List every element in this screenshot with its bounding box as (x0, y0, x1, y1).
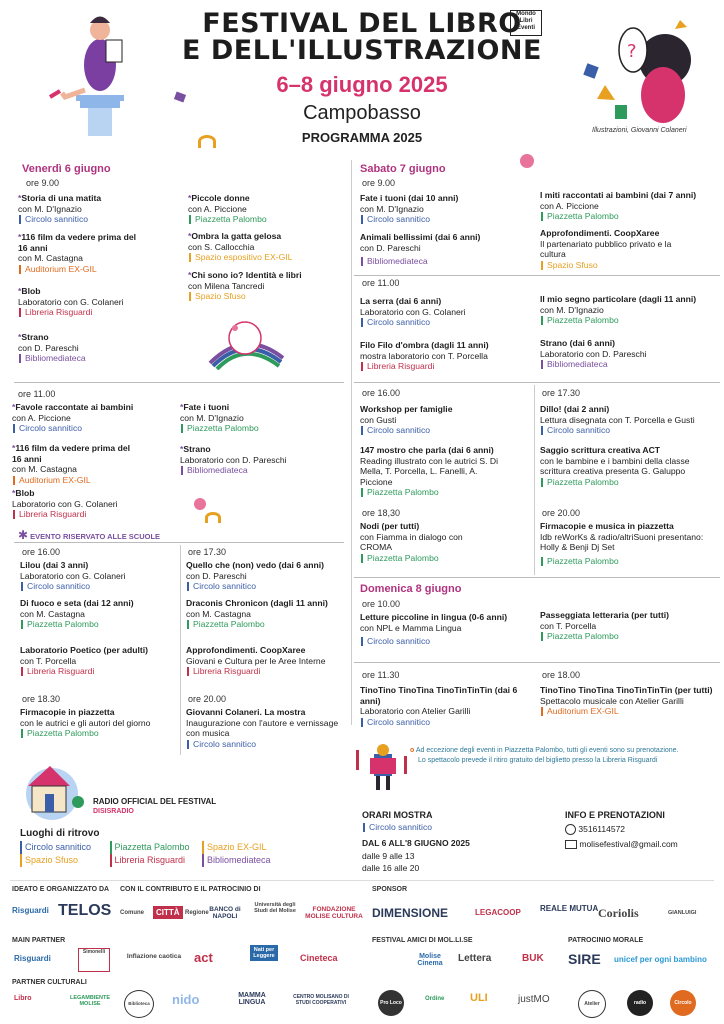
logo-sire: SIRE (568, 951, 601, 967)
logo-atelier: Atelier (578, 990, 606, 1018)
house-illustration (12, 758, 92, 820)
saturday-heading: Sabato 7 giugno (360, 163, 446, 175)
logo-justmo: justMO (518, 994, 550, 1005)
saturday-time-1730: ore 17.30 (542, 388, 581, 398)
event-firmacopie-musica: Firmacopie e musica in piazzetta Idb reWorKs & radio/altriSuoni presentano: Holly & Benji Dj Set Piazzetta Palombo (540, 521, 704, 566)
mail-icon (565, 840, 577, 849)
illustration-credit: Illustrazioni, Giovanni Colaneri (592, 127, 687, 134)
radio-label: RADIO OFFICIAL DEL FESTIVAL (93, 797, 217, 806)
cultural-label: PARTNER CULTURALI (12, 979, 87, 986)
divider (354, 662, 720, 663)
event-letture-piccoline: Letture piccoline in lingua (0-6 anni) con NPL e Mamma Lingua Circolo sannitico (360, 612, 540, 646)
sunday-heading: Domenica 8 giugno (360, 583, 462, 595)
friday-time-900: ore 9.00 (26, 178, 60, 188)
column-divider (351, 160, 352, 725)
friday-time-1830: ore 18.30 (22, 694, 61, 704)
logo-badge: Mondo Libri Eventi (510, 10, 542, 36)
event-lilou: Lilou (dai 3 anni) Laboratorio con G. Colaneri Circolo sannitico (20, 560, 180, 591)
logo-risguardi: Risguardi (12, 906, 49, 915)
school-star-icon: * (12, 443, 16, 453)
logo-coriolis: Coriolis (598, 906, 639, 920)
event-chi-sono-io: *Chi sono io? Identità e libri con Milena Tancredi Spazio Sfuso (188, 270, 348, 301)
event-firmacopie: Firmacopie in piazzetta con le autrici e gli autori del giorno Piazzetta Palombo (20, 707, 185, 738)
event-ombra-gatta: *Ombra la gatta gelosa con S. Callocchia Spazio espositivo EX-GIL (188, 231, 348, 262)
logo-centro-molisano: CENTRO MOLISANO DI STUDI COOPERATIVI (293, 994, 349, 1006)
thinker-illustration (575, 15, 705, 130)
friday-time-1600: ore 16.00 (22, 547, 61, 557)
luoghi-list: Circolo sannitico Piazzetta Palombo Spazio EX-GIL Spazio Sfuso Libreria Risguardi Bibliomediateca (20, 841, 350, 867)
logo-banco-napoli: BANCO di NAPOLI (209, 906, 241, 920)
event-blob-2: *Blob Laboratorio con G. Colaneri Libreria Risguardi (12, 488, 172, 519)
logo-legambiente: LEGAMBIENTE MOLISE (69, 995, 111, 1007)
friday-time-2000: ore 20.00 (188, 694, 227, 704)
divider (354, 382, 720, 383)
event-tinotino-tutti: TinoTino TinoTina TinoTinTinTin (per tutti) Spettacolo musicale con Atelier Garilli Auditorium EX-GIL (540, 685, 720, 716)
school-star-icon: * (18, 332, 22, 342)
saturday-time-2000: ore 20.00 (542, 508, 581, 518)
divider (14, 382, 344, 383)
sponsor-label: SPONSOR (372, 886, 408, 893)
logo-comune: Comune (120, 910, 144, 916)
divider (534, 385, 535, 575)
divider (354, 275, 720, 276)
schools-note: ✱ EVENTO RISERVATO ALLE SCUOLE (18, 528, 161, 542)
logo-act: act (194, 950, 213, 965)
logo-radio: radio (627, 990, 653, 1016)
school-star-icon: * (18, 193, 22, 203)
orari-h1: dalle 9 alle 13 (362, 851, 415, 861)
event-filo-ombra: Filo Filo d'ombra (dagli 11 anni) mostra laboratorio con T. Porcella Libreria Risguardi (360, 340, 535, 371)
luoghi-title: Luoghi di ritrovo (20, 828, 100, 839)
main-partner-label: MAIN PARTNER (12, 937, 66, 944)
event-favole: *Favole raccontate ai bambini con A. Piccione Circolo sannitico (12, 402, 172, 433)
info-email[interactable]: molisefestival@gmail.com (565, 839, 678, 849)
event-draconis: Draconis Chronicon (dagli 11 anni) con M. Castagna Piazzetta Palombo (186, 598, 346, 629)
school-star-icon: * (12, 402, 16, 412)
event-tinotino-6: TinoTino TinoTina TinoTinTinTin (dai 6 anni) Laboratorio con Atelier Garilli Circolo sannitico (360, 685, 535, 727)
reader-illustration (40, 5, 150, 140)
programma-title: PROGRAMMA 2025 (301, 130, 423, 145)
festival-title: FESTIVAL DEL LIBRO E DELL'ILLUSTRAZIONE (182, 8, 542, 66)
event-miti-raccontati: I miti raccontati ai bambini (dai 7 anni) con A. Piccione Piazzetta Palombo (540, 190, 720, 221)
event-strano-2: *Strano Laboratorio con D. Pareschi Bibliomediateca (180, 444, 340, 475)
friday-time-1730: ore 17.30 (188, 547, 227, 557)
event-strano-sab: Strano (dai 6 anni) Laboratorio con D. Pareschi Bibliomediateca (540, 338, 710, 369)
pink-dot (520, 154, 534, 168)
logo-molise-cinema: Molise Cinema (417, 953, 443, 967)
event-strano: *Strano con D. Pareschi Bibliomediateca (18, 332, 178, 363)
event-coopxaree-sab: Approfondimenti. CoopXaree Il partenariato pubblico privato e la cultura Spazio Sfuso (540, 228, 690, 270)
school-star-icon: * (188, 270, 192, 280)
event-la-serra: La serra (dai 6 anni) Laboratorio con G. Colaneri Circolo sannitico (360, 296, 530, 327)
logo-unimol: Università degli Studi del Molise (254, 902, 296, 914)
school-star-icon: * (18, 286, 22, 296)
orari-title: ORARI MOSTRA (362, 810, 433, 820)
event-passeggiata: Passeggiata letteraria (per tutti) con T. Porcella Piazzetta Palombo (540, 610, 690, 641)
logo-mamma-lingua: MAMMA LINGUA (238, 992, 266, 1006)
event-blob: *Blob Laboratorio con G. Colaneri Libreria Risguardi (18, 286, 178, 317)
friends-label: FESTIVAL AMICI DI MOL.LI.SE (372, 937, 473, 944)
logo-citta: CITTÀ (153, 906, 183, 919)
school-star-icon: * (18, 232, 22, 242)
info-phone[interactable]: 3516114572 (565, 824, 625, 835)
radio-name: DISISRADIO (93, 808, 134, 815)
contrib-label: CON IL CONTRIBUTO E IL PATROCINIO DI (120, 886, 261, 893)
reading-kid-illustration (352, 740, 412, 792)
event-116-film: *116 film da vedere prima del 16 anni con M. Castagna Auditorium EX-GIL (18, 232, 136, 274)
event-segno-particolare: Il mio segno particolare (dagli 11 anni) con M. D'Ignazio Piazzetta Palombo (540, 294, 720, 325)
org-label: IDEATO E ORGANIZZATO DA (12, 886, 110, 893)
sunday-time-1130: ore 11.30 (362, 670, 400, 680)
logo-risguardi-2: Risguardi (14, 954, 51, 963)
friday-time-1100: ore 11.00 (18, 389, 56, 399)
logo-telos: TELOS (58, 902, 112, 919)
saturday-time-1600: ore 16.00 (362, 388, 401, 398)
logo-cineteca: Cineteca (300, 953, 338, 963)
logo-inflazione: Inflazione caotica (126, 953, 182, 960)
event-nodi: Nodi (per tutti) con Fiamma in dialogo con CROMA Piazzetta Palombo (360, 521, 480, 563)
event-coopxaree: Approfondimenti. CoopXaree Giovani e Cultura per le Aree Interne Libreria Risguardi (186, 645, 326, 676)
saturday-time-1100: ore 11.00 (362, 278, 400, 288)
logo-reale-mutua: REALE MUTUA (540, 904, 599, 913)
sunday-time-1800: ore 18.00 (542, 670, 581, 680)
divider (354, 577, 720, 578)
logo-buk: BUK (522, 953, 544, 964)
orari-loc: Circolo sannitico (362, 822, 432, 832)
event-storia-matita: *Storia di una matita con M. D'Ignazio Circolo sannitico (18, 193, 178, 224)
divider (180, 545, 181, 755)
logo-legacoop: LEGACOOP (475, 908, 521, 917)
event-fate-tuoni: *Fate i tuoni con M. D'Ignazio Piazzetta Palombo (180, 402, 340, 433)
logo-libro: Libro (14, 995, 32, 1002)
pink-dot-2 (194, 498, 206, 510)
whatsapp-icon (565, 824, 576, 835)
festival-city: Campobasso (303, 102, 421, 124)
friday-heading: Venerdì 6 giugno (22, 163, 111, 175)
event-147-mostro: 147 mostro che parla (dai 6 anni) Reading illustrato con le autrici S. Di Mella, T. Porcella, L. Fanelli, A. Piccione Piazzetta Palombo (360, 445, 510, 497)
orange-shape (198, 135, 216, 148)
school-star-icon: * (188, 231, 192, 241)
patrocinio-label: PATROCINIO MORALE (568, 937, 644, 944)
saturday-time-900: ore 9.00 (362, 178, 396, 188)
event-fate-tuoni-sab: Fate i tuoni (dai 10 anni) con M. D'Ignazio Circolo sannitico (360, 193, 530, 224)
event-lab-poetico: Laboratorio Poetico (per adulti) con T. Porcella Libreria Risguardi (20, 645, 180, 676)
event-116-film-2: *116 film da vedere prima del 16 anni con M. Castagna Auditorium EX-GIL (12, 443, 130, 485)
festival-dates: 6–8 giugno 2025 (276, 72, 448, 97)
logo-unicef: unicef per ogni bambino (614, 955, 707, 964)
logo-npl: Nati per Leggere (250, 945, 278, 961)
event-workshop-famiglie: Workshop per famiglie con Gusti Circolo sannitico (360, 404, 530, 435)
logo-ordine: Ordine (425, 996, 445, 1002)
logo-gianluigi: GIANLUIGI (668, 910, 697, 916)
logo-fondazione: FONDAZIONE MOLISE CULTURA (305, 906, 363, 920)
sunday-time-1000: ore 10.00 (362, 599, 401, 609)
school-star-icon: * (180, 444, 184, 454)
event-quello-che-vedo: Quello che (non) vedo (dai 6 anni) con D. Pareschi Circolo sannitico (186, 560, 346, 591)
logo-uli: ULI (470, 992, 488, 1004)
event-dillo: Dillo! (dai 2 anni) Lettura disegnata con T. Porcella e Gusti Circolo sannitico (540, 404, 720, 435)
event-piccole-donne: *Piccole donne con A. Piccione Piazzetta Palombo (188, 193, 348, 224)
event-colaneri-mostra: Giovanni Colaneri. La mostra Inaugurazione con l'autore e vernissage con musica Circolo sannitico (186, 707, 346, 749)
logo-simonelli: Simonelli (78, 948, 110, 972)
logo-proloco: Pro Loco (378, 990, 404, 1016)
event-fuoco-seta: Di fuoco e seta (dai 12 anni) con M. Castagna Piazzetta Palombo (20, 598, 180, 629)
logo-regione: Regione (185, 910, 209, 916)
logo-dimensione: DIMENSIONE (372, 906, 449, 920)
sponsor-divider (10, 880, 714, 881)
orange-shape-2 (205, 512, 221, 523)
svg-text:?: ? (627, 41, 637, 62)
booking-notice: o Ad eccezione degli eventi in Piazzetta Palombo, tutti gli eventi sono su prenotazione. Lo spettacolo prevede il ritiro gratuito del biglietto presso la Libreria Risguardi (410, 747, 679, 764)
event-animali-bellissimi: Animali bellissimi (dai 6 anni) con D. Pareschi Bibliomediateca (360, 232, 530, 266)
rainbow-cloud-illustration (205, 308, 285, 370)
event-saggio-scrittura: Saggio scrittura creativa ACT con le bambine e i bambini della classe scrittura creativa presenta G. Galuppo Piazzetta Palombo (540, 445, 690, 487)
info-title: INFO E PRENOTAZIONI (565, 810, 665, 820)
school-star-icon: * (180, 402, 184, 412)
orari-h2: dalle 16 alle 20 (362, 863, 420, 873)
logo-biblioteca: Biblioteca (124, 990, 154, 1018)
logo-lettera: Lettera (458, 953, 492, 964)
school-star-icon: * (12, 488, 16, 498)
orari-range: DAL 6 ALL'8 GIUGNO 2025 (362, 838, 470, 848)
school-star-icon: * (188, 193, 192, 203)
divider (14, 542, 344, 543)
logo-circolo: Circolo (670, 990, 696, 1016)
logo-nido: nido (172, 992, 200, 1007)
saturday-time-1830: ore 18,30 (362, 508, 401, 518)
